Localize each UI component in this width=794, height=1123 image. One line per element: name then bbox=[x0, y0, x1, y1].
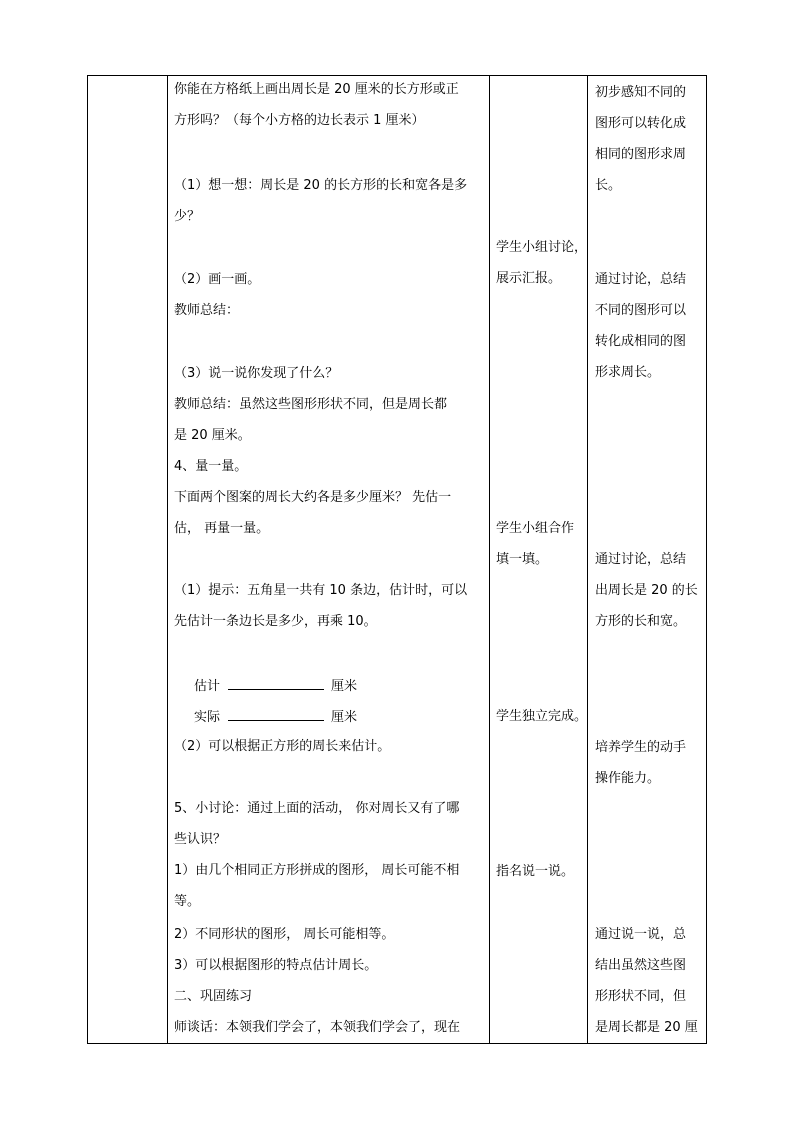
estimate-row bbox=[194, 677, 357, 696]
intent-line: 是周长都是 20 厘 bbox=[595, 1020, 698, 1035]
actual-label: 实际 bbox=[194, 710, 221, 725]
content-line: 4、量一量。 bbox=[174, 459, 248, 474]
activity-line: 学生小组讨论， bbox=[496, 240, 588, 255]
teaching-content-column bbox=[168, 76, 490, 1043]
content-line: 等。 bbox=[174, 894, 201, 909]
content-line: 2）不同形状的图形， 周长可能相等。 bbox=[174, 927, 395, 942]
intent-line: 通过说一说，总 bbox=[595, 927, 687, 942]
content-line: （2）画一画。 bbox=[174, 272, 261, 287]
intent-line: 通过讨论，总结 bbox=[595, 272, 687, 287]
intent-line: 通过讨论，总结 bbox=[595, 552, 687, 567]
content-line: 方形吗？（每个小方格的边长表示 1 厘米） bbox=[174, 113, 425, 128]
activity-line: 学生独立完成。 bbox=[496, 709, 588, 724]
intent-line: 培养学生的动手 bbox=[595, 740, 687, 755]
content-line: 估， 再量一量。 bbox=[174, 521, 270, 536]
activity-line: 展示汇报。 bbox=[496, 271, 562, 286]
content-line: 下面两个图案的周长大约各是多少厘米？ 先估一 bbox=[174, 490, 452, 505]
design-intent-column bbox=[588, 76, 706, 1043]
actual-unit: 厘米 bbox=[331, 710, 358, 725]
intent-line: 出周长是 20 的长 bbox=[595, 583, 698, 598]
content-line: 些认识？ bbox=[174, 832, 227, 847]
activity-line: 学生小组合作 bbox=[496, 521, 575, 536]
content-line: 教师总结：虽然这些图形形状不同，但是周长都 bbox=[174, 397, 448, 412]
actual-row bbox=[194, 708, 357, 727]
content-line: 二、巩固练习 bbox=[174, 989, 253, 1004]
stage-column bbox=[88, 76, 168, 1043]
content-line: 1）由几个相同正方形拼成的图形， 周长可能不相 bbox=[174, 863, 460, 878]
actual-blank-line bbox=[228, 708, 324, 721]
intent-line: 相同的图形求周 bbox=[595, 147, 687, 162]
content-line: （3）说一说你发现了什么？ bbox=[174, 366, 339, 381]
intent-line: 不同的图形可以 bbox=[595, 303, 687, 318]
intent-line: 初步感知不同的 bbox=[595, 85, 687, 100]
estimate-label: 估计 bbox=[194, 679, 221, 694]
intent-line: 方形的长和宽。 bbox=[595, 614, 687, 629]
content-line: 你能在方格纸上画出周长是 20 厘米的长方形或正 bbox=[174, 82, 459, 97]
content-line: 师谈话：本领我们学会了，本领我们学会了，现在 bbox=[174, 1020, 461, 1035]
content-line: 先估计一条边长是多少，再乘 10。 bbox=[174, 614, 377, 629]
activity-line: 填一填。 bbox=[496, 552, 549, 567]
intent-line: 图形可以转化成 bbox=[595, 116, 687, 131]
intent-line: 操作能力。 bbox=[595, 771, 661, 786]
content-line: （2）可以根据正方形的周长来估计。 bbox=[174, 739, 391, 754]
content-line: 是 20 厘米。 bbox=[174, 428, 251, 443]
lesson-plan-table bbox=[87, 75, 707, 1044]
estimate-blank-line bbox=[228, 677, 324, 690]
estimate-unit: 厘米 bbox=[331, 679, 358, 694]
student-activity-column bbox=[490, 76, 588, 1043]
content-line: （1）提示：五角星一共有 10 条边，估计时，可以 bbox=[174, 583, 468, 598]
activity-line: 指名说一说。 bbox=[496, 864, 575, 879]
intent-line: 形求周长。 bbox=[595, 365, 661, 380]
intent-line: 结出虽然这些图 bbox=[595, 958, 687, 973]
content-line: 少？ bbox=[174, 209, 201, 224]
intent-line: 形形状不同，但 bbox=[595, 989, 687, 1004]
content-line: 5、小讨论：通过上面的活动， 你对周长又有了哪 bbox=[174, 801, 460, 816]
content-line: （1）想一想：周长是 20 的长方形的长和宽各是多 bbox=[174, 178, 468, 193]
content-line: 3）可以根据图形的特点估计周长。 bbox=[174, 958, 378, 973]
content-line: 教师总结： bbox=[174, 303, 240, 318]
intent-line: 长。 bbox=[595, 178, 622, 193]
intent-line: 转化成相同的图 bbox=[595, 334, 687, 349]
